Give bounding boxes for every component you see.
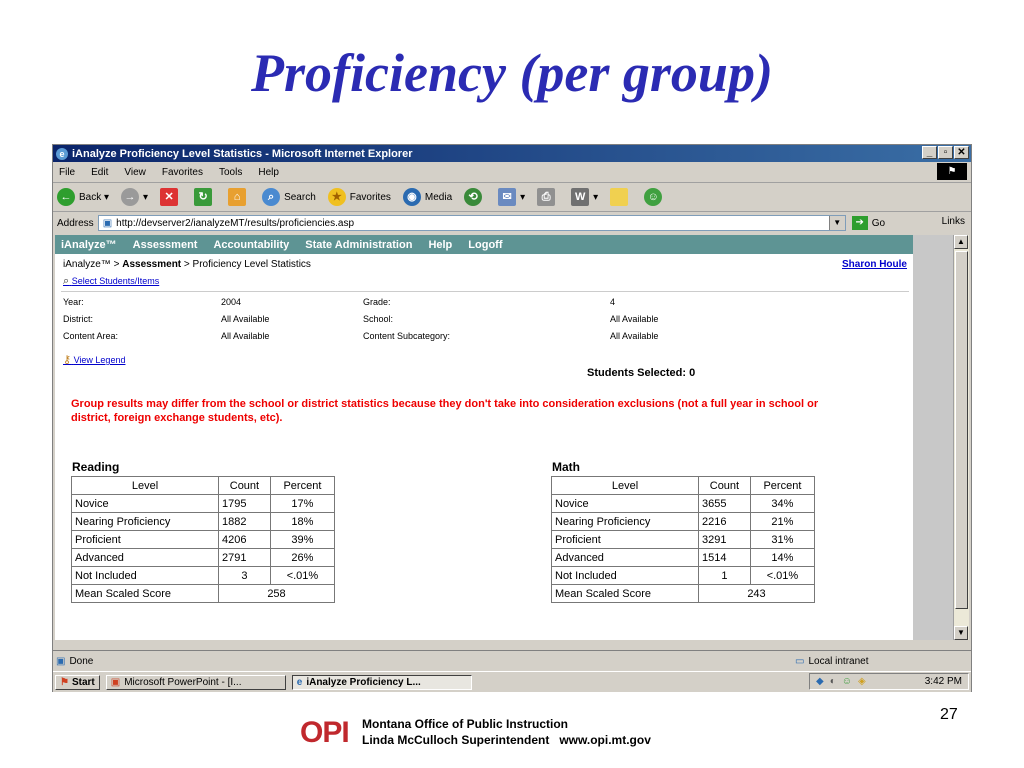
user-link[interactable]: Sharon Houle bbox=[841, 259, 907, 270]
print-icon: ⎙ bbox=[537, 188, 555, 206]
footer-line-1: Montana Office of Public Instruction bbox=[362, 717, 569, 731]
powerpoint-icon: ▣ bbox=[110, 676, 121, 688]
footer-line-2: Linda McCulloch Superintendent www.opi.mt.gov bbox=[362, 733, 651, 747]
print-button[interactable] bbox=[537, 188, 559, 206]
folder-icon bbox=[610, 188, 628, 206]
taskbar bbox=[53, 671, 971, 692]
magnifier-icon: ⌕ bbox=[63, 275, 70, 287]
messenger-icon: ☺ bbox=[644, 188, 662, 206]
window-title: iAnalyze Proficiency Level Statistics - Microsoft Internet Explorer bbox=[72, 147, 413, 160]
grade-value: 4 bbox=[610, 297, 616, 307]
security-zone: ▭ Local intranet bbox=[795, 655, 869, 667]
table-row: Mean Scaled Score 258 bbox=[72, 585, 335, 603]
page-number: 27 bbox=[940, 706, 958, 723]
menu-bar bbox=[53, 162, 971, 183]
stop-button[interactable] bbox=[160, 188, 182, 206]
page-icon: ▣ bbox=[102, 217, 113, 229]
students-selected: Students Selected: 0 bbox=[587, 367, 696, 379]
table-row: Advanced 1514 14% bbox=[552, 549, 815, 567]
clock: 3:42 PM bbox=[924, 676, 962, 687]
forward-arrow-icon: → bbox=[121, 188, 139, 206]
breadcrumb: iAnalyze™ > Assessment > Proficiency Level Statistics bbox=[63, 259, 311, 270]
table-row: Novice 1795 17% bbox=[72, 495, 335, 513]
page-done-icon: ▣ bbox=[56, 655, 66, 667]
forward-button[interactable]: → ▾ bbox=[121, 188, 148, 206]
vertical-scrollbar[interactable] bbox=[953, 235, 969, 640]
slide-title: Proficiency (per group) bbox=[251, 43, 773, 103]
back-arrow-icon: ← bbox=[57, 188, 75, 206]
stop-icon: ✕ bbox=[160, 188, 178, 206]
folder-button[interactable] bbox=[610, 188, 632, 206]
reading-table bbox=[71, 476, 335, 603]
favorites-button[interactable]: ★ Favorites bbox=[328, 188, 391, 206]
footer-text bbox=[362, 716, 651, 748]
percent-header: Percent bbox=[750, 477, 814, 495]
minimize-button[interactable]: _ bbox=[922, 146, 937, 159]
status-bar bbox=[53, 650, 971, 671]
view-legend-link[interactable]: ⚷ View Legend bbox=[63, 354, 126, 366]
windows-flag-icon: ⚑ bbox=[60, 676, 69, 688]
tray-icon-update[interactable]: ◈ bbox=[857, 676, 866, 687]
nav-ianalyze[interactable]: iAnalyze™ bbox=[61, 238, 117, 251]
scroll-up-button[interactable]: ▲ bbox=[954, 235, 968, 249]
count-header: Count bbox=[698, 477, 750, 495]
edit-button[interactable]: W ▾ bbox=[571, 188, 598, 206]
edit-icon: W bbox=[571, 188, 589, 206]
menu-favorites[interactable]: Favorites bbox=[161, 166, 203, 178]
tray-icon-volume[interactable]: ◐ bbox=[829, 676, 836, 687]
address-url: http://devserver2/ianalyzeMT/results/proficiencies.asp bbox=[116, 217, 355, 229]
count-header: Count bbox=[218, 477, 270, 495]
subcategory-label: Content Subcategory: bbox=[363, 331, 451, 341]
system-tray bbox=[809, 673, 969, 690]
breadcrumb-section[interactable]: Assessment bbox=[122, 259, 182, 270]
table-row: Proficient 4206 39% bbox=[72, 531, 335, 549]
nav-state-administration[interactable]: State Administration bbox=[305, 238, 413, 251]
go-button[interactable]: ➔ Go bbox=[852, 216, 885, 230]
table-row: Novice 3655 34% bbox=[552, 495, 815, 513]
menu-help[interactable]: Help bbox=[258, 166, 279, 178]
district-label: District: bbox=[63, 314, 93, 324]
year-label: Year: bbox=[63, 297, 84, 307]
group-results-note: Group results may differ from the school or district statistics because they don't take into consideration exclusions (not a full year in school or district, foreign exchange students, etc). bbox=[71, 398, 819, 424]
menu-edit[interactable]: Edit bbox=[91, 166, 109, 178]
search-icon: ⌕ bbox=[262, 188, 280, 206]
menu-tools[interactable]: Tools bbox=[218, 166, 243, 178]
table-row: Proficient 3291 31% bbox=[552, 531, 815, 549]
math-title: Math bbox=[552, 460, 580, 474]
page-content bbox=[55, 235, 913, 640]
favorites-star-icon: ★ bbox=[328, 188, 346, 206]
tray-icon-messenger[interactable]: ☺ bbox=[841, 676, 852, 687]
start-button[interactable]: ⚑ Start bbox=[55, 675, 100, 690]
percent-header: Percent bbox=[270, 477, 334, 495]
refresh-icon: ↻ bbox=[194, 188, 212, 206]
table-row: Advanced 2791 26% bbox=[72, 549, 335, 567]
content-area-value: All Available bbox=[221, 331, 270, 341]
level-header: Level bbox=[552, 477, 699, 495]
level-header: Level bbox=[72, 477, 219, 495]
media-icon: ◉ bbox=[403, 188, 421, 206]
mail-icon: ✉ bbox=[498, 188, 516, 206]
app-nav bbox=[55, 235, 913, 254]
ie-icon: e bbox=[56, 148, 68, 160]
key-icon: ⚷ bbox=[63, 354, 72, 366]
table-row: Nearing Proficiency 2216 21% bbox=[552, 513, 815, 531]
messenger-button[interactable] bbox=[644, 188, 666, 206]
opi-logo: OPI bbox=[300, 716, 349, 749]
ie-task-icon: e bbox=[296, 676, 303, 688]
math-table bbox=[551, 476, 815, 603]
divider bbox=[61, 291, 909, 292]
windows-logo-icon: ⚑ bbox=[937, 163, 967, 180]
nav-assessment[interactable]: Assessment bbox=[132, 238, 198, 251]
district-value: All Available bbox=[221, 314, 270, 324]
home-button[interactable] bbox=[228, 188, 250, 206]
year-value: 2004 bbox=[221, 297, 242, 307]
nav-help[interactable]: Help bbox=[428, 238, 453, 251]
subcategory-value: All Available bbox=[610, 331, 659, 341]
breadcrumb-page: Proficiency Level Statistics bbox=[192, 259, 311, 270]
toolbar bbox=[53, 183, 971, 212]
content-area-label: Content Area: bbox=[63, 331, 119, 341]
restore-button[interactable]: ▫ bbox=[938, 146, 953, 159]
media-button[interactable]: ◉ Media bbox=[403, 188, 452, 206]
address-bar bbox=[53, 212, 971, 234]
table-row: Nearing Proficiency 1882 18% bbox=[72, 513, 335, 531]
table-row: Mean Scaled Score 243 bbox=[552, 585, 815, 603]
reading-title: Reading bbox=[72, 460, 120, 474]
tray-icon-network[interactable]: ◆ bbox=[816, 676, 824, 687]
address-label: Address bbox=[57, 217, 94, 229]
history-button[interactable] bbox=[464, 188, 486, 206]
table-row: Not Included 1 <.01% bbox=[552, 567, 815, 585]
address-dropdown-button[interactable]: ▼ bbox=[829, 216, 845, 230]
table-row: Not Included 3 <.01% bbox=[72, 567, 335, 585]
links-button[interactable]: Links bbox=[941, 216, 965, 227]
nav-logoff[interactable]: Logoff bbox=[468, 238, 503, 251]
search-button[interactable]: ⌕ Search bbox=[262, 188, 316, 206]
menu-view[interactable]: View bbox=[124, 166, 146, 178]
scroll-down-button[interactable]: ▼ bbox=[954, 626, 968, 640]
back-button[interactable]: ← Back ▾ bbox=[57, 188, 109, 206]
history-icon: ⟲ bbox=[464, 188, 482, 206]
nav-accountability[interactable]: Accountability bbox=[213, 238, 290, 251]
taskbar-item-ianalyze[interactable]: e iAnalyze Proficiency L... bbox=[292, 675, 472, 690]
home-icon: ⌂ bbox=[228, 188, 246, 206]
refresh-button[interactable] bbox=[194, 188, 216, 206]
taskbar-item-powerpoint[interactable]: ▣ Microsoft PowerPoint - [I... bbox=[106, 675, 286, 690]
title-bar[interactable] bbox=[53, 145, 971, 162]
select-students-link[interactable]: ⌕ Select Students/Items bbox=[63, 275, 160, 287]
right-margin-strip bbox=[913, 235, 955, 640]
address-input[interactable] bbox=[98, 215, 846, 231]
intranet-icon: ▭ bbox=[795, 655, 805, 667]
menu-file[interactable]: File bbox=[59, 166, 76, 178]
school-label: School: bbox=[363, 314, 394, 324]
close-button[interactable]: ✕ bbox=[954, 146, 969, 159]
browser-window bbox=[52, 144, 972, 692]
breadcrumb-root[interactable]: iAnalyze™ bbox=[63, 259, 111, 270]
go-arrow-icon: ➔ bbox=[852, 216, 868, 230]
status-text: Done bbox=[69, 655, 94, 667]
mail-button[interactable]: ✉ ▾ bbox=[498, 188, 525, 206]
scroll-thumb[interactable] bbox=[955, 251, 968, 609]
grade-label: Grade: bbox=[363, 297, 391, 307]
school-value: All Available bbox=[610, 314, 659, 324]
